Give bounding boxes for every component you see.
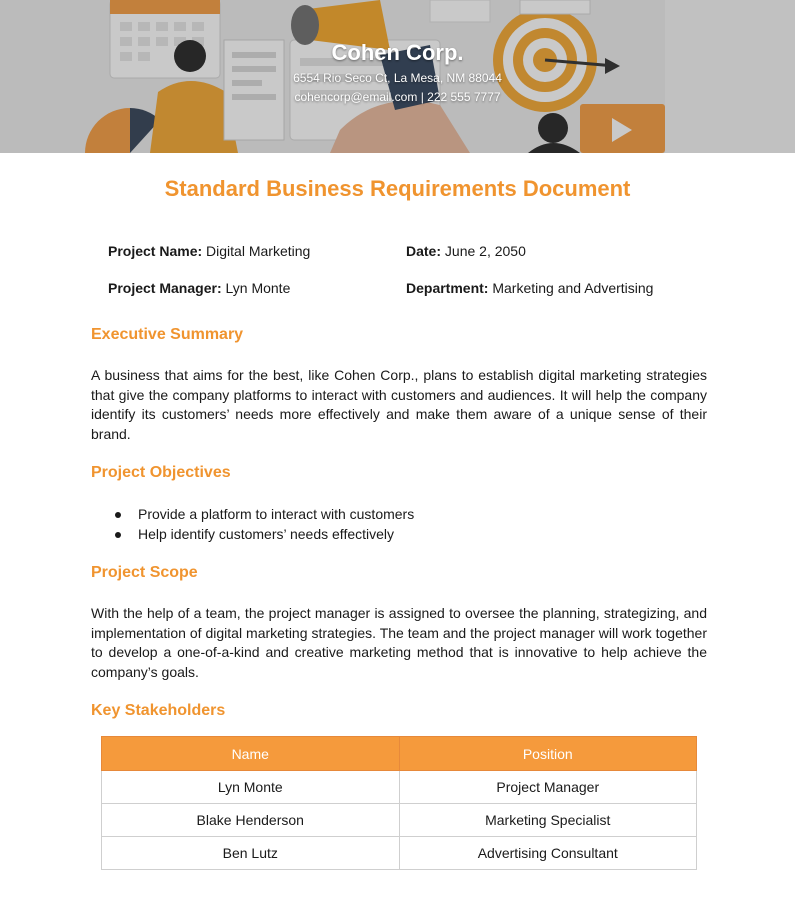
project-scope-text: With the help of a team, the project manager is assigned to oversee the planning, strategizing, and implementation of digital marketing strategies. The team and the project manager will work together to develop a one-of-a-kind and creative marketing method that is innovative to help achieve the company’s goals. [91,605,707,680]
project-manager-label: Project Manager [108,280,217,296]
date-value: June 2, 2050 [444,243,526,259]
table-header-row [102,737,697,771]
date-label: Date [406,243,437,259]
stakeholder-name: Lyn Monte [102,771,400,804]
stakeholder-position: Marketing Specialist [399,804,697,837]
table-row [102,804,697,837]
executive-summary-text: A business that aims for the best, like Cohen Corp., plans to establish digital marketing strategies that give the company platforms to interact with customers and audiences. It will help the company identify its customers’ needs more effectively and make them aware of a unique sense of their brand. [91,367,707,442]
company-address: 6554 Rio Seco Ct, La Mesa, NM 88044 [293,71,502,85]
column-header-name: Name [102,737,400,771]
list-item: Help identify customers’ needs effectively [113,525,414,545]
stakeholder-position: Advertising Consultant [399,837,697,870]
project-name-value: Digital Marketing [206,243,311,259]
list-item: Provide a platform to interact with customers [113,505,414,525]
department-field: Department: Marketing and Advertising [406,280,654,296]
stakeholder-position: Project Manager [399,771,697,804]
project-manager-field: Project Manager: Lyn Monte [108,280,291,296]
company-contact: cohencorp@email.com | 222 555 7777 [294,90,501,104]
company-name: Cohen Corp. [331,40,464,65]
objectives-list [113,505,414,544]
project-manager-value: Lyn Monte [225,280,291,296]
department-label: Department [406,280,484,296]
project-name-field: Project Name: Digital Marketing [108,243,311,259]
key-stakeholders-heading: Key Stakeholders [91,702,226,719]
project-name-label: Project Name [108,243,198,259]
department-value: Marketing and Advertising [492,280,654,296]
project-objectives-heading: Project Objectives [91,464,231,481]
table-row [102,837,697,870]
executive-summary-heading: Executive Summary [91,326,244,343]
project-scope-heading: Project Scope [91,564,198,581]
stakeholder-name: Ben Lutz [102,837,400,870]
column-header-position: Position [399,737,697,771]
document-title: Standard Business Requirements Document [164,176,631,201]
header-banner [0,0,795,153]
table-row [102,771,697,804]
stakeholder-name: Blake Henderson [102,804,400,837]
date-field: Date: June 2, 2050 [406,243,526,259]
stakeholders-table [101,736,697,870]
